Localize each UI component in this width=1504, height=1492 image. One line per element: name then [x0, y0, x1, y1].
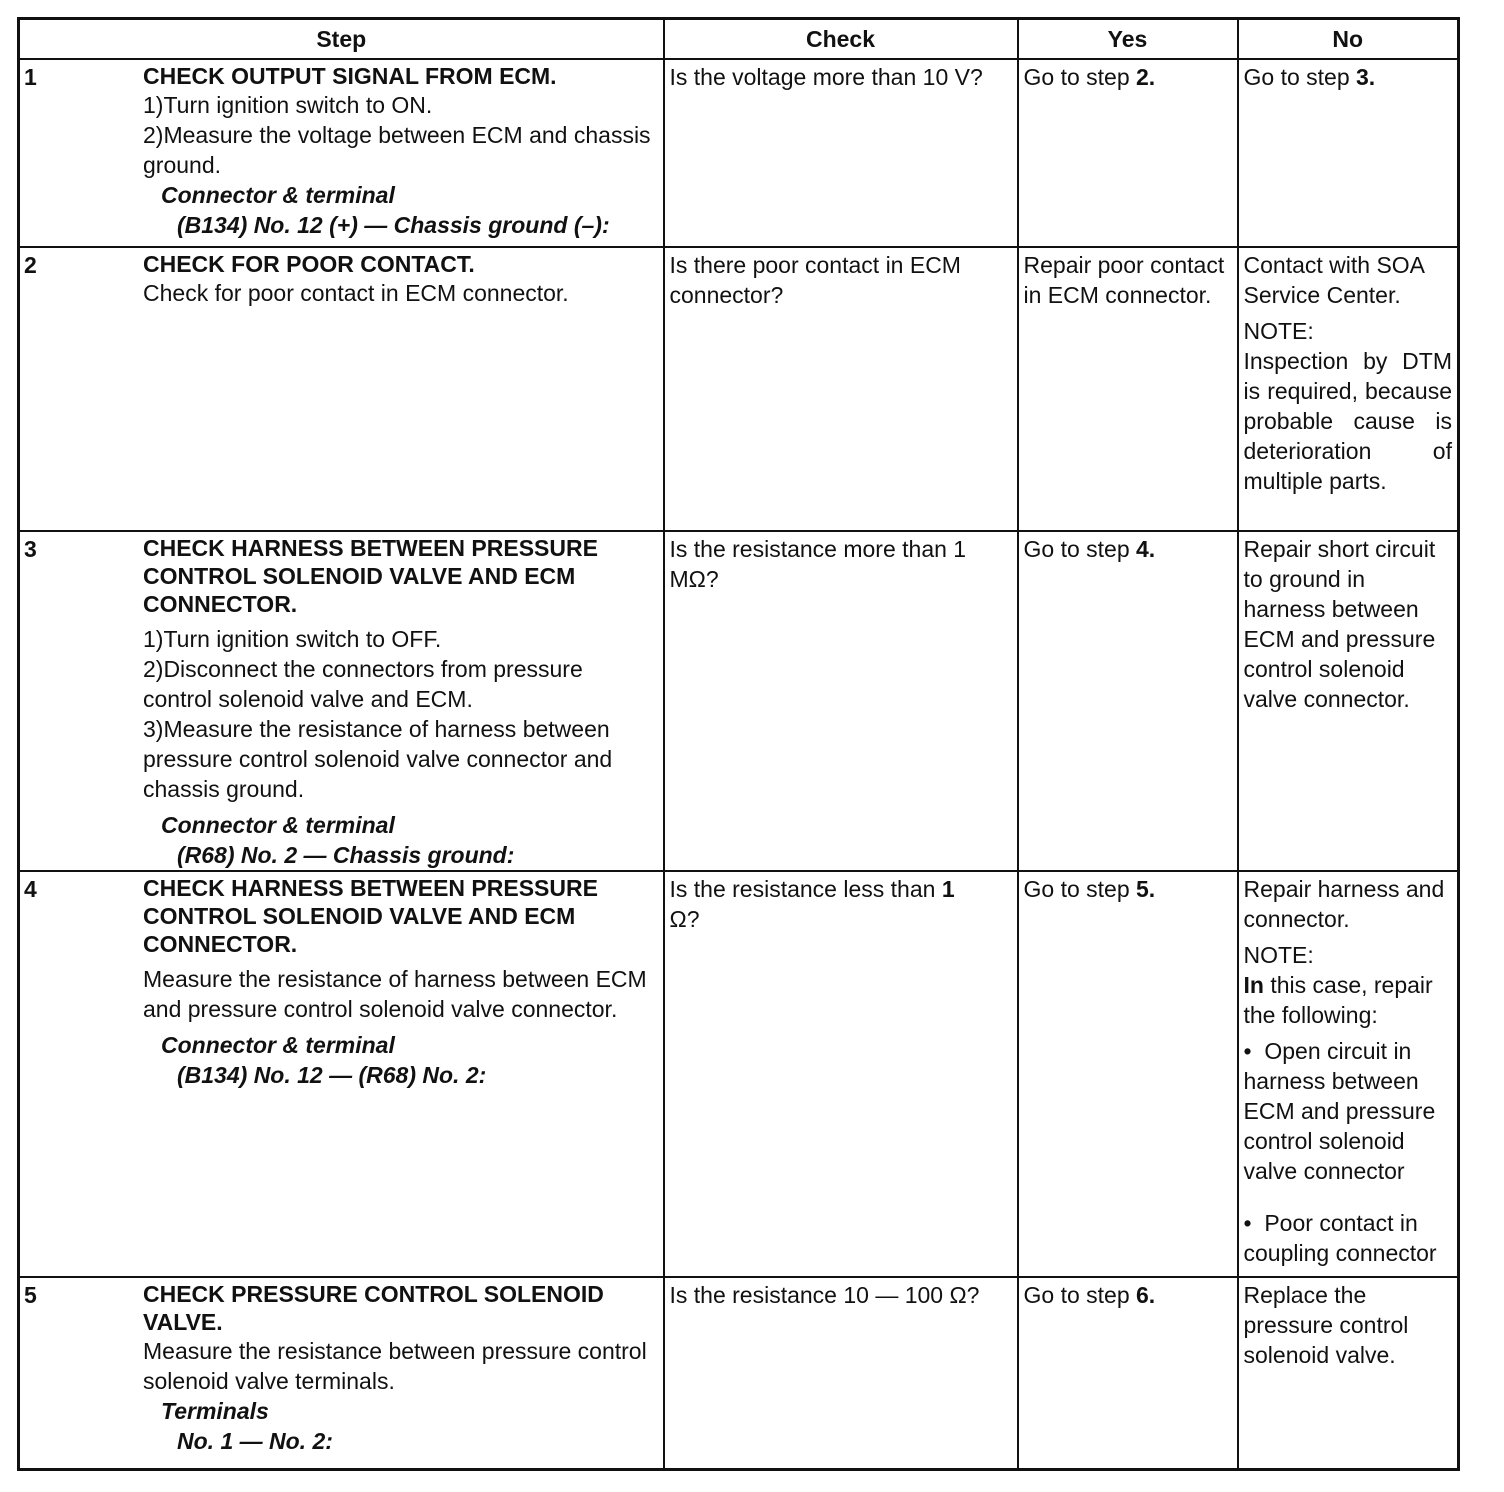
- step-title: CHECK HARNESS BETWEEN PRESSURE CONTROL SOLENOID VALVE AND ECM CONNECTOR.: [143, 535, 598, 617]
- yes-cell: [1018, 1277, 1238, 1469]
- step-number: 3: [24, 536, 37, 562]
- yes-step-ref: 4.: [1136, 536, 1156, 562]
- step-instruction: Check for poor contact in ECM connector.: [143, 280, 569, 306]
- step-cell: [19, 1277, 664, 1469]
- check-unit: Ω?: [669, 906, 700, 932]
- no-text: Repair harness and connector.: [1243, 876, 1445, 932]
- header-no: No: [1238, 19, 1459, 60]
- note-text-bold: In: [1243, 972, 1264, 998]
- step-instruction: 1)Turn ignition switch to ON.: [143, 92, 433, 118]
- step-instruction: 1)Turn ignition switch to OFF.: [143, 626, 442, 652]
- bullet-text: Open circuit in harness between ECM and pressure control solenoid valve connector: [1243, 1038, 1436, 1184]
- check-cell: Is the resistance more than 1 MΩ?: [664, 531, 1018, 871]
- yes-cell: [1018, 59, 1238, 247]
- step-cell: [19, 59, 664, 247]
- bullet-text: Poor contact in coupling connector: [1243, 1210, 1437, 1266]
- connector-terminal: (R68) No. 2 — Chassis ground:: [177, 842, 515, 868]
- step-number: 1: [24, 64, 37, 90]
- table-row: [19, 1277, 1459, 1469]
- header-yes: Yes: [1018, 19, 1238, 60]
- step-instruction: 2)Measure the voltage between ECM and chassis ground.: [143, 122, 651, 178]
- yes-cell: [1018, 531, 1238, 871]
- yes-step-ref: 6.: [1136, 1282, 1156, 1308]
- yes-cell: Repair poor contact in ECM connector.: [1018, 247, 1238, 531]
- yes-text: Go to step: [1023, 876, 1137, 902]
- yes-step-ref: 2.: [1136, 64, 1156, 90]
- table-row: [19, 59, 1459, 247]
- step-cell: [19, 871, 664, 1277]
- step-title: CHECK PRESSURE CONTROL SOLENOID VALVE.: [143, 1281, 604, 1335]
- no-cell: Repair short circuit to ground in harness between ECM and pressure control solenoid valve connector.: [1238, 531, 1459, 871]
- header-row: [19, 19, 1459, 60]
- no-cell: [1238, 871, 1459, 1277]
- check-value: 1: [941, 876, 955, 902]
- step-title: CHECK HARNESS BETWEEN PRESSURE CONTROL SOLENOID VALVE AND ECM CONNECTOR.: [143, 875, 598, 957]
- connector-terminal: (B134) No. 12 — (R68) No. 2:: [177, 1062, 487, 1088]
- step-number: 4: [24, 876, 37, 902]
- note-text: [1244, 970, 1453, 1030]
- connector-label: Connector & terminal: [161, 1032, 395, 1058]
- connector-terminal: (B134) No. 12 (+) — Chassis ground (–):: [177, 212, 610, 238]
- no-cell: Replace the pressure control solenoid valve.: [1238, 1277, 1459, 1469]
- connector-terminal: No. 1 — No. 2:: [177, 1428, 333, 1454]
- list-item: • Poor contact in coupling connector: [1243, 1210, 1437, 1266]
- yes-text: Go to step: [1023, 536, 1137, 562]
- note-text: Inspection by DTM is required, because probable cause is deterioration of multiple parts.: [1243, 348, 1452, 494]
- check-text: Is the resistance less than: [669, 876, 942, 902]
- no-cell: [1238, 59, 1459, 247]
- table-row: [19, 531, 1459, 871]
- yes-step-ref: 5.: [1136, 876, 1156, 902]
- header-check: Check: [664, 19, 1018, 60]
- step-title: CHECK OUTPUT SIGNAL FROM ECM.: [143, 63, 557, 89]
- connector-label: Terminals: [161, 1398, 269, 1424]
- step-cell: [19, 531, 664, 871]
- step-cell: [19, 247, 664, 531]
- step-title: CHECK FOR POOR CONTACT.: [143, 251, 475, 277]
- table-row: [19, 247, 1459, 531]
- check-cell: Is there poor contact in ECM connector?: [664, 247, 1018, 531]
- list-item: • Open circuit in harness between ECM and pressure control solenoid valve connector: [1243, 1038, 1436, 1184]
- note-label: NOTE:: [1243, 942, 1314, 968]
- no-text: Contact with SOA Service Center.: [1243, 252, 1424, 308]
- note-text-rest: this case, repair the following:: [1243, 972, 1433, 1028]
- header-step: Step: [19, 19, 664, 60]
- step-instruction: Measure the resistance between pressure control solenoid valve terminals.: [143, 1338, 647, 1394]
- yes-cell: [1018, 871, 1238, 1277]
- note-label: NOTE:: [1243, 318, 1314, 344]
- no-text: Go to step: [1243, 64, 1357, 90]
- check-cell: [664, 871, 1018, 1277]
- yes-text: Go to step: [1023, 64, 1137, 90]
- check-cell: Is the voltage more than 10 V?: [664, 59, 1018, 247]
- no-step-ref: 3.: [1356, 64, 1376, 90]
- step-number: 5: [24, 1282, 37, 1308]
- step-number: 2: [24, 252, 37, 278]
- connector-label: Connector & terminal: [161, 812, 395, 838]
- diagnostic-table: [17, 17, 1460, 1471]
- no-cell: [1238, 247, 1459, 531]
- connector-label: Connector & terminal: [161, 182, 395, 208]
- step-instruction: Measure the resistance of harness between ECM and pressure control solenoid valve connector.: [143, 966, 647, 1022]
- check-cell: Is the resistance 10 — 100 Ω?: [664, 1277, 1018, 1469]
- yes-text: Go to step: [1023, 1282, 1137, 1308]
- table-row: [19, 871, 1459, 1277]
- step-instruction: 3)Measure the resistance of harness between pressure control solenoid valve connector and chassis ground.: [143, 716, 613, 802]
- step-instruction: 2)Disconnect the connectors from pressure control solenoid valve and ECM.: [143, 656, 583, 712]
